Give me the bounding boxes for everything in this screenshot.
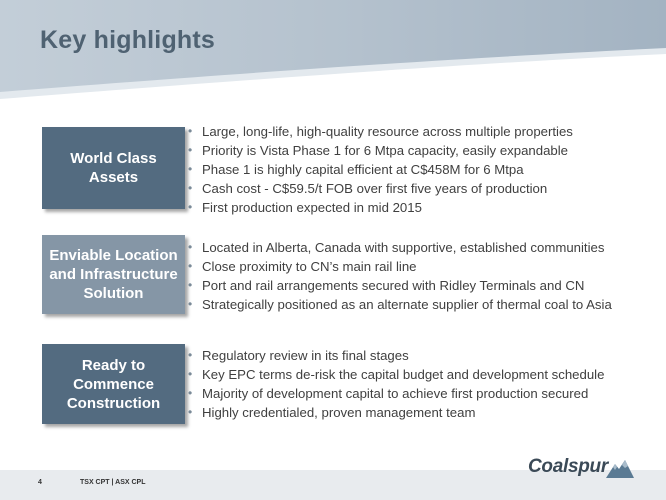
list-item: • Port and rail arrangements secured with Ridley Terminals and CN <box>188 278 585 293</box>
bullet-icon: • <box>188 162 193 176</box>
bullet-icon: • <box>188 200 193 214</box>
list-item: • Key EPC terms de-risk the capital budget and development schedule <box>188 367 605 382</box>
bullet-icon: • <box>188 143 193 157</box>
list-item: • Located in Alberta, Canada with supportive, established communities <box>188 240 605 255</box>
page-title: Key highlights <box>40 26 216 54</box>
bullet-icon: • <box>188 367 193 381</box>
bullet-icon: • <box>188 348 193 362</box>
list-item: • Regulatory review in its final stages <box>188 348 409 363</box>
list-item: • Large, long-life, high-quality resource across multiple properties <box>188 124 573 139</box>
mountain-icon <box>606 458 634 478</box>
section-label-world-class-assets <box>42 127 185 209</box>
bullet-icon: • <box>188 124 193 138</box>
list-item: • Cash cost - C$59.5/t FOB over first five years of production <box>188 181 548 196</box>
list-item: • Phase 1 is highly capital efficient at C$458M for 6 Mtpa <box>188 162 524 177</box>
bullet-icon: • <box>188 278 193 292</box>
ticker-text: TSX CPT | ASX CPL <box>80 479 146 486</box>
bullet-icon: • <box>188 297 193 311</box>
logo-text: Coalspur <box>528 456 608 477</box>
bullet-icon: • <box>188 240 193 254</box>
bullet-icon: • <box>188 405 193 419</box>
list-item: • First production expected in mid 2015 <box>188 200 422 215</box>
list-item: • Close proximity to CN’s main rail line <box>188 259 417 274</box>
bullet-icon: • <box>188 386 193 400</box>
bullet-list-enviable-location <box>188 238 612 314</box>
bullet-list-ready-to-commence <box>188 346 604 422</box>
section-label-text: Ready to Commence Construction <box>66 356 161 412</box>
header-band <box>0 0 666 110</box>
section-label-ready-to-commence <box>42 344 185 424</box>
bullet-icon: • <box>188 259 193 273</box>
bullet-icon: • <box>188 181 193 195</box>
section-label-text: Enviable Location and Infrastructure Solution <box>49 247 178 302</box>
list-item: • Majority of development capital to achieve first production secured <box>188 386 589 401</box>
page-number: 4 <box>38 479 42 486</box>
bullet-list-world-class-assets <box>188 122 573 217</box>
company-logo <box>528 456 638 482</box>
section-label-text: World Class Assets <box>70 150 157 186</box>
list-item: • Strategically positioned as an alternate supplier of thermal coal to Asia <box>188 297 612 312</box>
list-item: • Highly credentialed, proven management team <box>188 405 476 420</box>
section-label-enviable-location <box>42 235 185 314</box>
list-item: • Priority is Vista Phase 1 for 6 Mtpa capacity, easily expandable <box>188 143 569 158</box>
